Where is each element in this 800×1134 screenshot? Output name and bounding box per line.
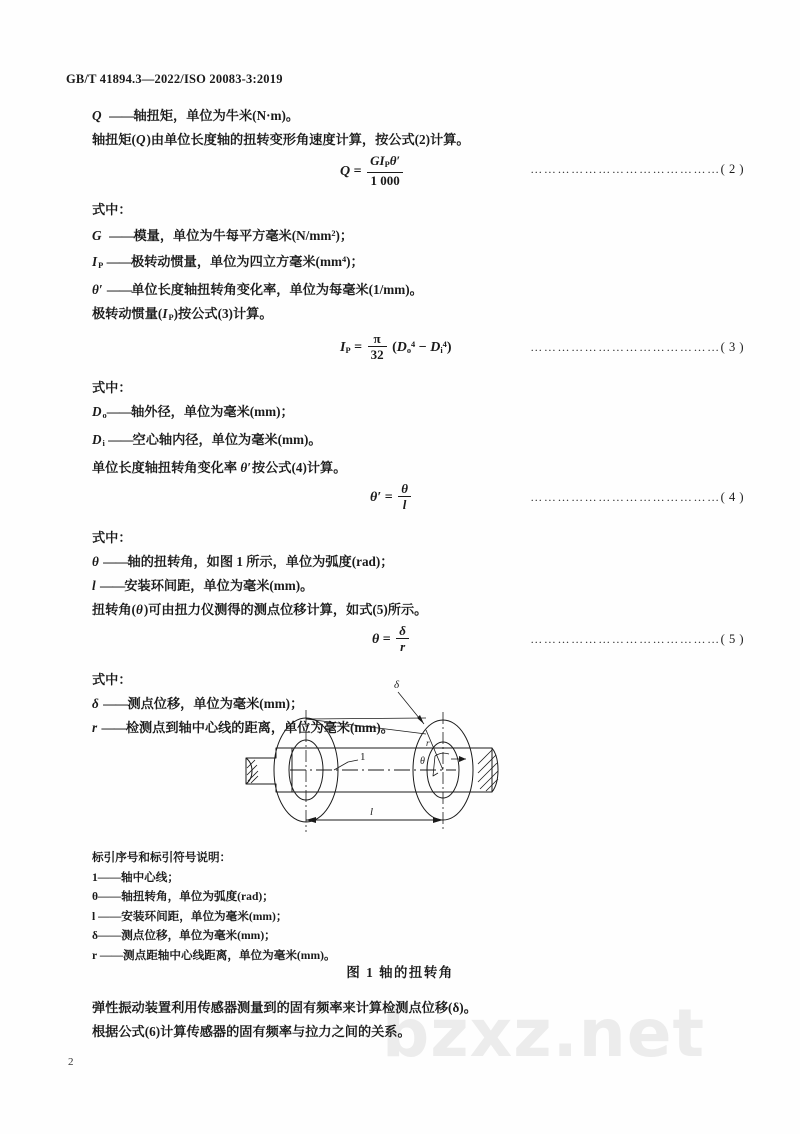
delta-upper-line: [306, 718, 426, 719]
eqnum-4-label: ( 4 ): [720, 490, 744, 504]
formula-2: Q = $\frac{GI_P\theta'}{1 000}$: [340, 154, 405, 190]
text-line-r-definition: r ——检测点到轴中心线的距离，单位为毫米(mm)。: [92, 720, 394, 735]
text-line-l-definition: l ——安装环间距，单位为毫米(mm)。: [92, 578, 314, 593]
formula-5-number: [530, 632, 744, 647]
figure-key-item-2: θ——轴扭转角，单位为弧度(rad)；: [92, 890, 274, 903]
text-line-di-definition: $D_i$ ——空心轴内径，单位为毫米(mm)。: [92, 432, 322, 448]
figure-key-item-3: l ——安装环间距，单位为毫米(mm)；: [92, 909, 288, 923]
formula-5: θ = $\frac{\delta}{r}$: [372, 624, 411, 656]
eqnum-2-label: ( 2 ): [720, 162, 744, 176]
leader-dots-5: ……………………………………: [530, 632, 721, 646]
eqnum-5-label: ( 5 ): [720, 632, 744, 646]
theta-pointer: [433, 756, 438, 776]
figure-key-item-1: 1——轴中心线；: [92, 870, 179, 884]
formula-4-row: [0, 480, 800, 526]
text-line-ip-intro: 极转动惯量$(I_P)$按公式(3)计算。: [92, 306, 273, 322]
figure-label-r: r: [426, 738, 430, 748]
l-arrow-right: [433, 817, 443, 823]
formula-4: θ′ = $\frac{\theta}{l}$: [370, 482, 413, 514]
figure-key: [0, 848, 800, 965]
text-line-thetaprime-intro: 单位长度轴扭转角变化率 θ′按公式(4)计算。: [92, 460, 347, 475]
right-break-curve: [492, 748, 498, 792]
formula-2-number: [530, 162, 744, 177]
text-line-theta-definition: θ ——轴的扭转角，如图 1 所示，单位为弧度(rad)；: [92, 554, 394, 569]
watermark: bzxz.net: [382, 995, 706, 1072]
trailing-paragraphs: [0, 996, 800, 1044]
formula-4-number: [530, 490, 744, 505]
figure-key-item-4: δ——测点位移，单位为毫米(mm)；: [92, 929, 276, 942]
text-line-g-definition: G ——模量，单位为牛每平方毫米$(N/mm^2)$；: [92, 228, 354, 243]
figure-1-svg: [230, 672, 570, 842]
formula-5-row: [0, 622, 800, 668]
theta-arrowhead: [459, 756, 466, 762]
text-line-theta-intro: 扭转角(θ)可由扭力仪测得的测点位移计算，如式(5)所示。: [92, 602, 428, 617]
text-line-q-definition: Q ——轴扭矩，单位为牛米(N·m)。: [92, 108, 300, 123]
figure-key-heading: 标引序号和标引符号说明：: [92, 851, 232, 864]
text-line-delta-definition: δ ——测点位移，单位为毫米(mm)；: [92, 696, 304, 711]
text-line-where-1: 式中：: [92, 202, 132, 217]
figure-1-shaft-torsion-angle: [0, 672, 800, 842]
eqnum-3-label: ( 3 ): [720, 340, 744, 354]
trailing-paragraph-1: 弹性振动装置利用传感器测量到的固有频率来计算检测点位移(δ)。: [92, 1000, 477, 1015]
text-line-where-3: 式中：: [92, 530, 132, 545]
formula-2-row: [0, 152, 800, 198]
text-line-do-definition: $D_o——$轴外径，单位为毫米(mm)；: [92, 404, 294, 420]
formula-3-row: [0, 330, 800, 376]
leader-dots-4: ……………………………………: [530, 490, 721, 504]
figure-label-l: l: [370, 806, 374, 818]
running-head: GB/T 41894.3—2022/ISO 20083-3:2019: [66, 72, 283, 86]
figure-label-centreline: 1: [360, 751, 366, 763]
text-line-where-4: 式中：: [92, 672, 132, 687]
figure-1-caption: 图 1 轴的扭转角: [346, 965, 454, 980]
page-number: 2: [68, 1056, 74, 1068]
formula-3: $I_P$ = $\frac{\pi}{32}$ $(D_o^4 - D_i^4)$: [340, 331, 452, 362]
figure-label-delta: δ: [394, 679, 400, 691]
figure-key-item-5: r ——测点距轴中心线距离，单位为毫米(mm)。: [92, 948, 336, 962]
text-line-ip-definition: $I_P$ ——极转动惯量，单位为四立方毫米$(mm^4)$；: [92, 254, 364, 270]
right-hatching: [478, 750, 498, 791]
leader-dots-3: ……………………………………: [530, 340, 721, 354]
left-shaft-stub: [246, 748, 292, 792]
document-body: [0, 104, 800, 740]
text-line-where-2: 式中：: [92, 380, 132, 395]
leader-dots-2: ……………………………………: [530, 162, 721, 176]
text-line-q-intro: 轴扭矩(Q)由单位长度轴的扭转变形角速度计算，按公式(2)计算。: [92, 132, 470, 147]
figure-label-theta: θ: [420, 756, 425, 767]
formula-3-number: [530, 340, 744, 355]
trailing-paragraph-2: 根据公式(6)计算传感器的固有频率与拉力之间的关系。: [92, 1024, 411, 1039]
left-hatching: [247, 760, 258, 783]
text-line-thetaprime-definition: θ′ ——单位长度轴扭转角变化率，单位为每毫米(1/mm)。: [92, 282, 423, 297]
